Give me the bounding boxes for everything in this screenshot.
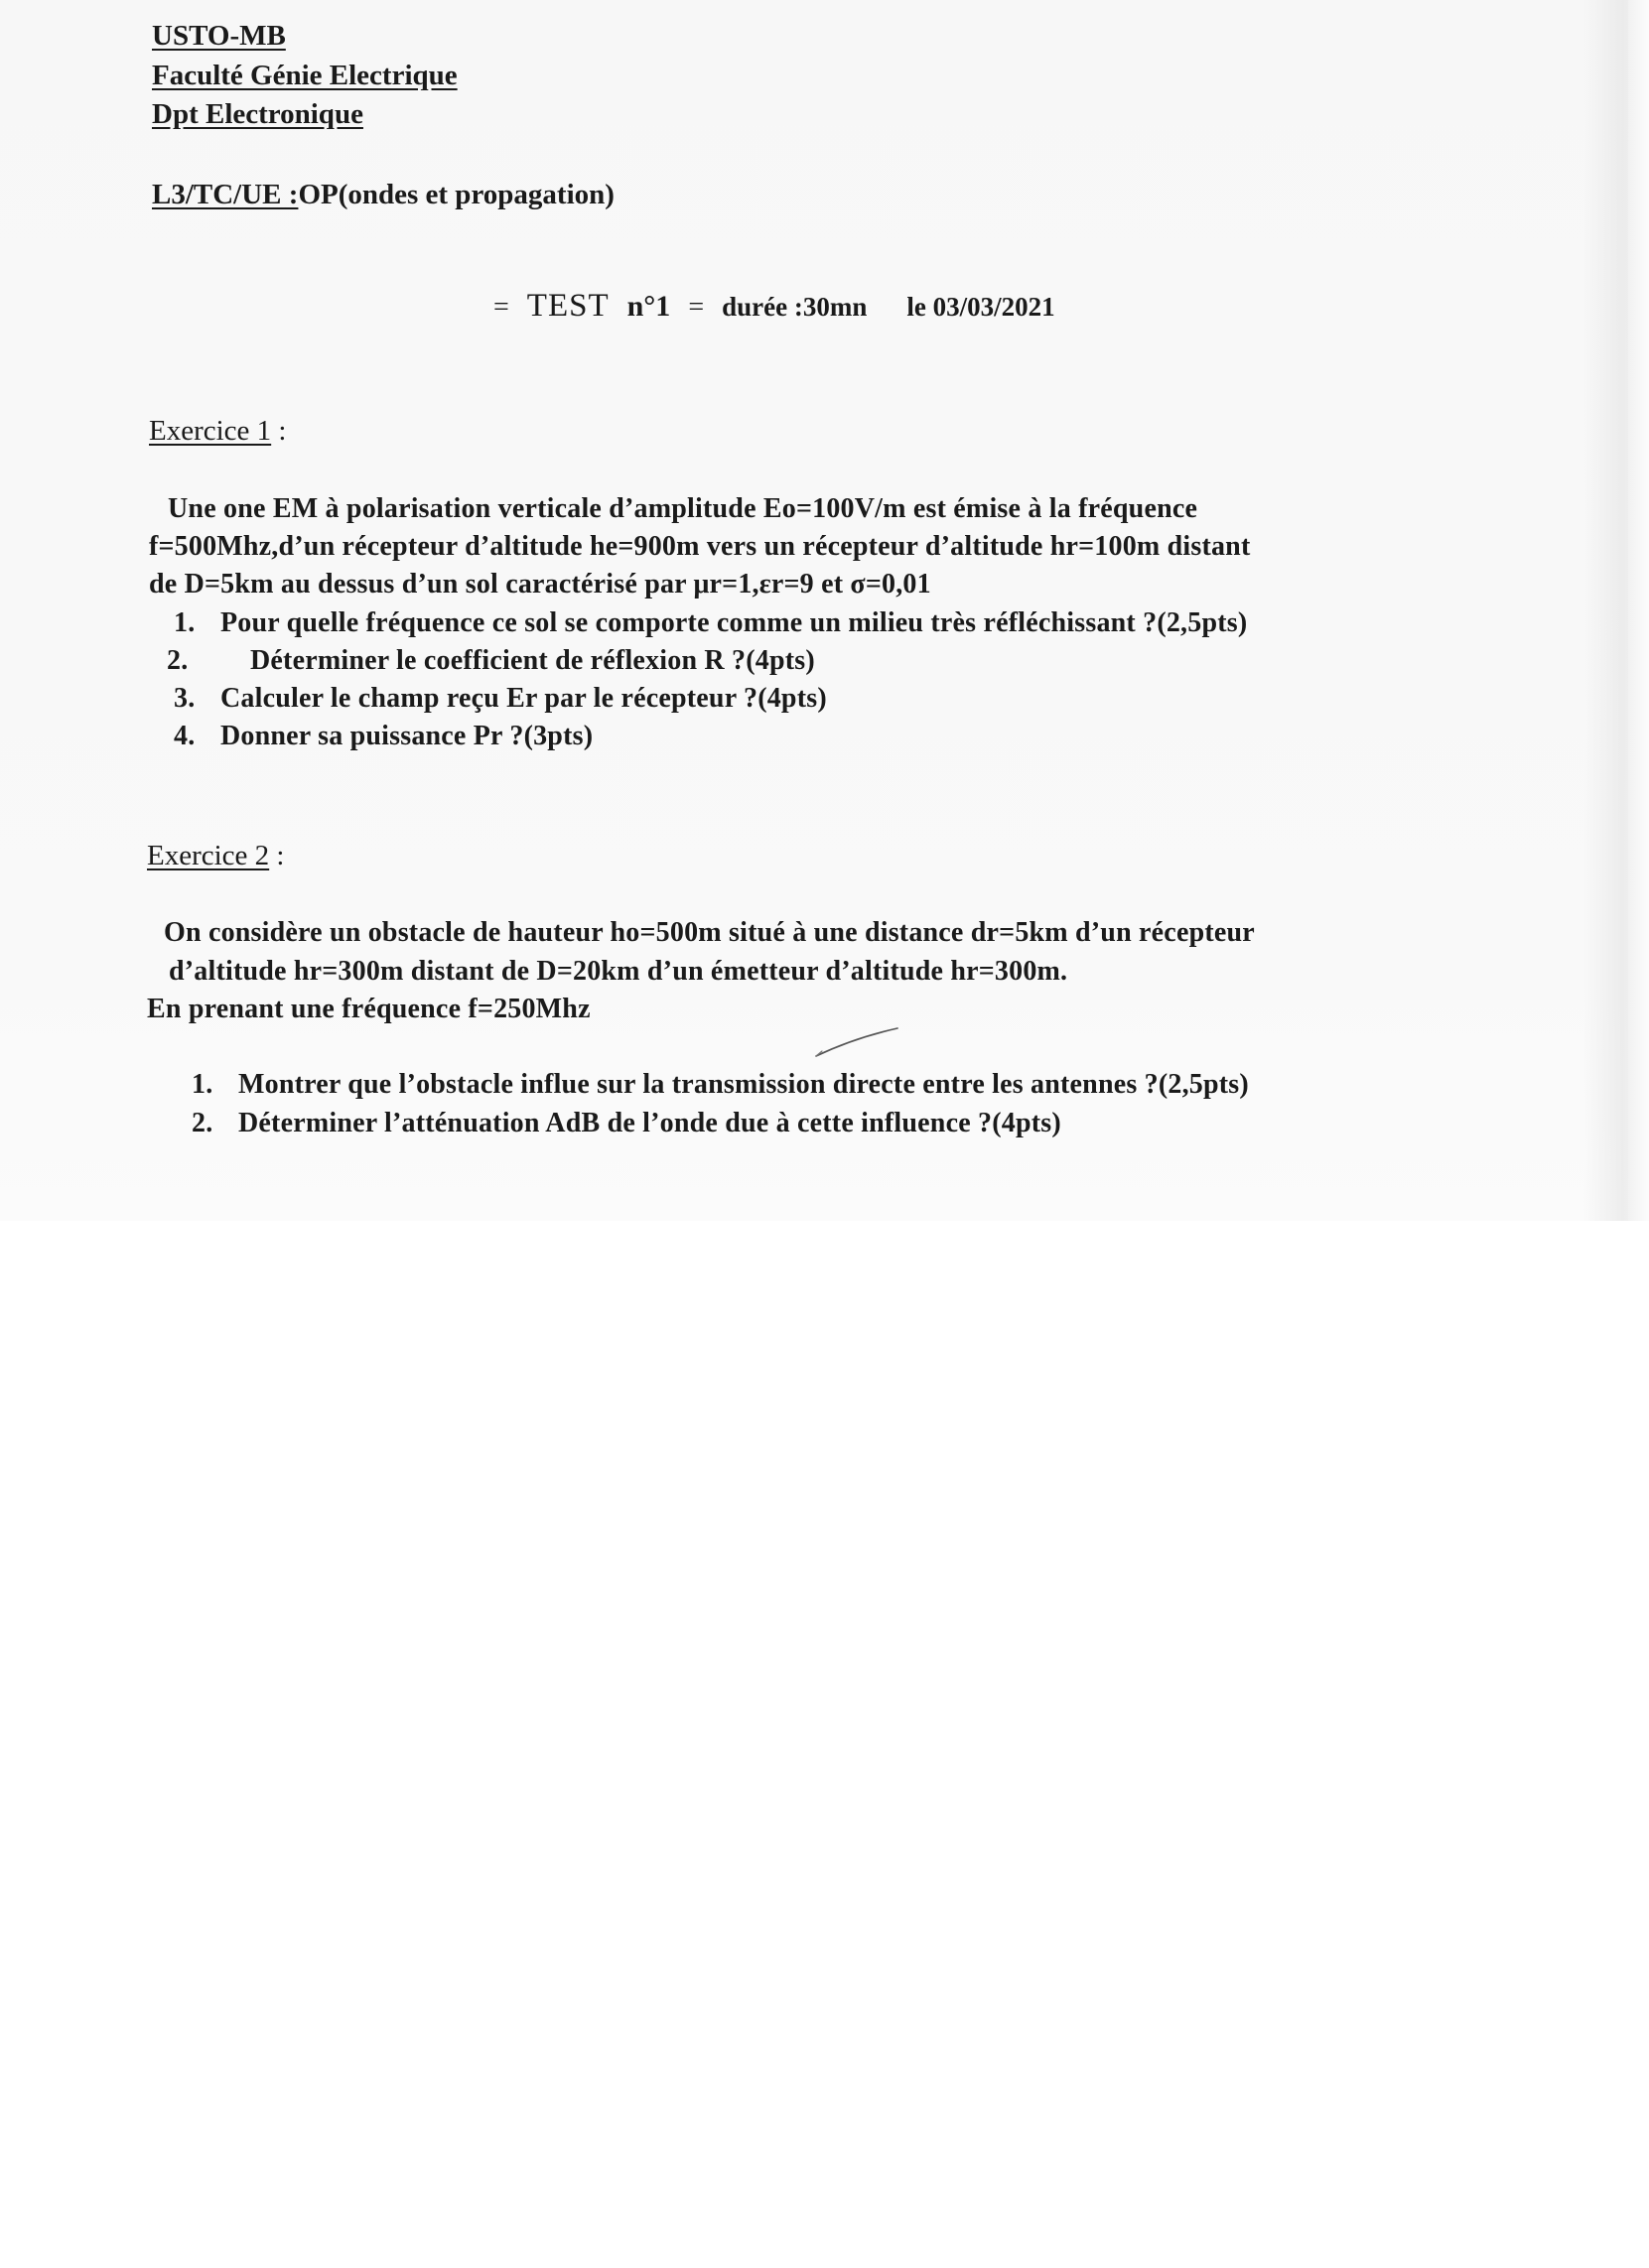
exercise2-statement-line-2: d’altitude hr=300m distant de D=20km d’un émetteur d’altitude hr=300m.: [169, 956, 1068, 987]
question-number: 3.: [174, 683, 196, 714]
exercise2-title: [147, 840, 284, 872]
exercise1-question-3: [174, 683, 827, 715]
course-line: [152, 179, 615, 211]
question-number: 1.: [174, 607, 196, 638]
question-number: 1.: [192, 1069, 213, 1100]
question-text: Pour quelle fréquence ce sol se comporte comme un milieu très réfléchissant ?(2,5pts): [220, 607, 1248, 638]
test-label: TEST: [526, 288, 610, 324]
question-number: 2.: [167, 645, 189, 676]
exercise2-title-colon: :: [269, 840, 285, 871]
question-text: Déterminer le coefficient de réflexion R ?(4pts): [250, 645, 815, 676]
department-name: Dpt Electronique: [152, 98, 363, 130]
faculty-name: Faculté Génie Electrique: [152, 60, 458, 91]
question-text: Déterminer l’atténuation AdB de l’onde due à cette influence ?(4pts): [238, 1108, 1061, 1138]
exercise1-statement-line-1: Une one EM à polarisation verticale d’amplitude Eo=100V/m est émise à la fréquence: [168, 493, 1198, 524]
exercise1-question-1: [174, 607, 1247, 639]
question-number: 2.: [192, 1108, 213, 1138]
title-eq-left: =: [493, 292, 509, 323]
question-text: Montrer que l’obstacle influe sur la transmission directe entre les antennes ?(2,5pts): [238, 1069, 1249, 1100]
exercise2-question-1: [192, 1069, 1249, 1101]
test-number: n°1: [626, 290, 671, 323]
test-duration: durée :30mn: [722, 292, 868, 322]
exercise2-statement-line-1: On considère un obstacle de hauteur ho=500m situé à une distance dr=5km d’un récepteur: [164, 917, 1255, 948]
university-name: USTO-MB: [152, 20, 286, 52]
question-text: Calculer le champ reçu Er par le récepteur ?(4pts): [220, 683, 827, 714]
test-title-row: [493, 288, 1055, 325]
scan-edge-shadow: [1583, 0, 1649, 1221]
course-code: L3/TC/UE :: [152, 179, 299, 210]
course-name: OP(ondes et propagation): [298, 179, 615, 210]
exercise1-question-4: [174, 721, 593, 752]
exercise2-statement-line-3: En prenant une fréquence f=250Mhz: [147, 994, 591, 1024]
exercise1-statement-line-3: de D=5km au dessus d’un sol caractérisé par μr=1,εr=9 et σ=0,01: [149, 569, 931, 600]
question-text: Donner sa puissance Pr ?(3pts): [220, 721, 594, 751]
exercise2-title-text: Exercice 2: [147, 840, 270, 871]
exercise1-title-colon: :: [271, 415, 287, 447]
pen-stroke-mark: [812, 1022, 901, 1062]
exercise1-title: [149, 415, 286, 448]
exercise2-question-2: [192, 1108, 1061, 1139]
exercise1-question-2: [167, 645, 815, 677]
question-number: 4.: [174, 721, 196, 751]
test-date: le 03/03/2021: [906, 292, 1055, 322]
exercise1-statement-line-2: f=500Mhz,d’un récepteur d’altitude he=900m vers un récepteur d’altitude hr=100m distant: [149, 531, 1251, 562]
title-eq-right: =: [688, 292, 705, 323]
exercise1-title-text: Exercice 1: [149, 415, 272, 447]
